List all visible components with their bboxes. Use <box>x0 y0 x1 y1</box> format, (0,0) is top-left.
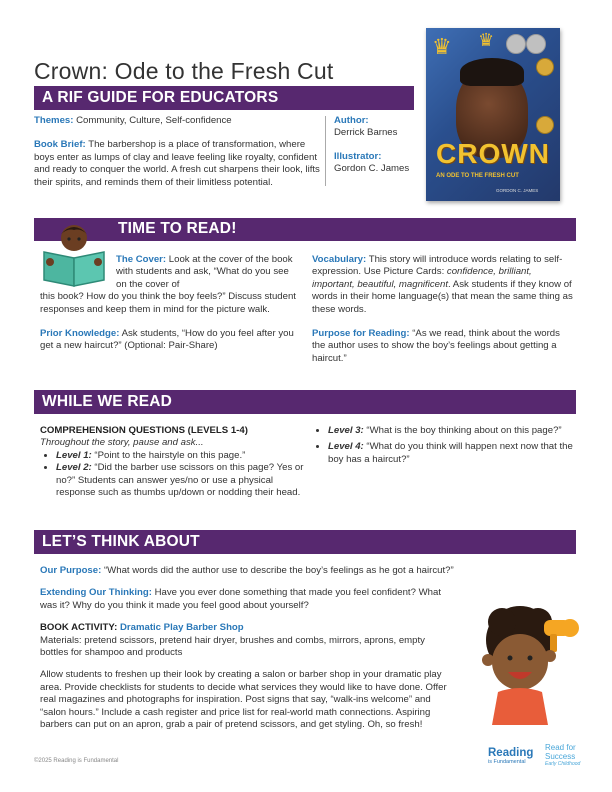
book-cover-image <box>426 28 560 201</box>
vocab-para <box>312 254 574 316</box>
our-purpose-label: Our Purpose: <box>40 565 102 576</box>
rif-logo-reading: Reading <box>488 747 534 759</box>
illustrator-name: Gordon C. James <box>334 163 410 175</box>
level-3-label: Level 3: <box>328 425 364 436</box>
cover-text-a: Look at the cover of the book with students and ask, “What do you see on the cover of <box>116 254 293 290</box>
activity-label: BOOK ACTIVITY: <box>40 622 118 634</box>
level-2-label: Level 2: <box>56 462 92 474</box>
comp-heading: COMPREHENSION QUESTIONS (LEVELS 1-4) <box>40 425 248 436</box>
comp-left <box>40 425 310 499</box>
brief-paragraph <box>34 139 322 189</box>
author-name: Derrick Barnes <box>334 127 398 139</box>
vocab-label: Vocabulary: <box>312 254 367 265</box>
rif-logo-fundamental: is Fundamental <box>488 759 526 765</box>
cover-crown-icon-2: ♛ <box>478 30 495 50</box>
our-purpose-para <box>40 565 570 577</box>
cover-para <box>40 254 302 291</box>
level-4-label: Level 4: <box>328 441 364 453</box>
brief-text: The barbershop is a place of transformation, where boys enter as lumps of clay and leave feeling like royalty, confident and ready to conquer the world. A fresh cut sharpens their look, lifts their spirits, and reminds them of their limitless potential. <box>34 139 320 188</box>
level-3-item <box>328 425 574 437</box>
girl-hair-dryer-illustration <box>470 600 580 725</box>
level-4-text: “What do you think will happen next now that the boy has a haircut?” <box>328 441 573 465</box>
vocab-text-a: This story will introduce words relating to self-expression. Use Picture Cards: <box>312 254 563 278</box>
cover-medal-1 <box>506 34 526 54</box>
while-we-read-bar <box>34 390 576 414</box>
cover-credit: GORDON C. JAMES <box>496 188 539 193</box>
level-3-text: “What is the boy thinking about on this page?” <box>366 425 562 436</box>
cover-medal-3 <box>536 58 554 76</box>
cover-title: CROWN <box>436 138 550 169</box>
guide-header-text: A RIF GUIDE FOR EDUCATORS <box>42 89 279 106</box>
cover-crown-icon: ♛ <box>432 34 452 59</box>
illustrator-label: Illustrator: <box>334 150 382 162</box>
author-label: Author: <box>334 115 369 126</box>
cover-subtitle: AN ODE TO THE FRESH CUT <box>436 173 519 179</box>
while-we-read-heading: WHILE WE READ <box>42 393 173 410</box>
intro-right <box>334 115 424 176</box>
cover-para-cont: this book? How do you think the boy feels?” Discuss student responses and keep them in mind for the picture walk. <box>40 291 296 315</box>
purpose-text: “As we read, think about the words the author uses to show the boy’s feelings about getting a haircut.” <box>312 328 560 364</box>
vocab-words: confidence, brilliant, important, beautiful, magnificent <box>312 266 532 290</box>
comp-list-right <box>312 425 574 466</box>
activity-name: Dramatic Play Barber Shop <box>119 622 244 634</box>
intro-divider <box>325 116 326 186</box>
time-right-col <box>312 254 574 365</box>
rfs-line1: Read for <box>545 743 576 752</box>
rif-logo <box>488 747 540 766</box>
level-1-text: “Point to the hairstyle on this page.” <box>94 449 246 461</box>
cover-label: The Cover: <box>116 254 167 265</box>
purpose-para <box>312 328 574 365</box>
prior-text: Ask students, “How do you feel after you get a new haircut?” (Optional: Pair-Share) <box>40 328 294 352</box>
our-purpose-text: “What words did the author use to describe the boy’s feelings as he got a haircut?” <box>103 565 454 576</box>
level-4-item <box>328 441 574 466</box>
vocab-text-b: . Ask students if they know of words in their home language(s) that mean the same thing as these words. <box>312 278 573 315</box>
rfs-logo <box>545 744 595 767</box>
extending-text: Have you ever done something that made you feel confident? What was it? Why do you think it made you feel good about yourself? <box>40 587 441 611</box>
lets-think-heading: LET’S THINK ABOUT <box>42 533 200 550</box>
extending-label: Extending Our Thinking: <box>40 587 152 599</box>
guide-header-bar <box>34 86 414 110</box>
brief-label: Book Brief: <box>34 139 86 151</box>
rfs-line3: Early Childhood <box>545 761 581 767</box>
themes-line <box>34 115 322 127</box>
materials-text: Materials: pretend scissors, pretend hair dryer, brushes and combs, mirrors, aprons, empty bottles for shampoo and products <box>40 634 425 659</box>
comp-intro: Throughout the story, pause and ask... <box>40 437 204 449</box>
page-title: Crown: Ode to the Fresh Cut <box>34 58 334 84</box>
comp-list-left <box>40 450 310 500</box>
copyright: ©2025 Reading is Fundamental <box>34 758 119 764</box>
level-2-text: “Did the barber use scissors on this page? Yes or no?” Students can answer yes/no or use a physical response such as thumbs up/down or nodding their head. <box>56 462 304 499</box>
level-1-item <box>56 450 310 462</box>
prior-label: Prior Knowledge: <box>40 328 120 340</box>
themes-label: Themes: <box>34 115 74 126</box>
cover-medal-2 <box>526 34 546 54</box>
activity-text: Allow students to freshen up their look by creating a salon or barber shop in your dramatic play area. Provide checklists for students to decide what services they would like to have done. Offer real magazines and photographs for inspiration. Post signs that say, “walk-ins welcome” and “salon hours.” Include a cash register and price list for real-world math connections. Aspiring barbers can put on an apron, grab a pair of pretend scissors, and get styling. Oh, so fresh! <box>40 669 447 731</box>
lets-think-bar <box>34 530 576 554</box>
extending-para <box>40 587 460 612</box>
purpose-label: Purpose for Reading: <box>312 328 410 340</box>
cover-hair <box>460 58 524 86</box>
time-left-col <box>40 254 302 353</box>
comp-right <box>312 425 574 466</box>
cover-medal-4 <box>536 116 554 134</box>
themes-text: Community, Culture, Self-confidence <box>76 115 232 126</box>
level-1-label: Level 1: <box>56 449 92 461</box>
intro-left <box>34 115 322 189</box>
rfs-line2: Success <box>545 751 576 761</box>
prior-para <box>40 328 302 353</box>
time-to-read-bar <box>34 218 576 241</box>
time-to-read-heading: TIME TO READ! <box>118 220 237 237</box>
level-2-item <box>56 462 310 499</box>
